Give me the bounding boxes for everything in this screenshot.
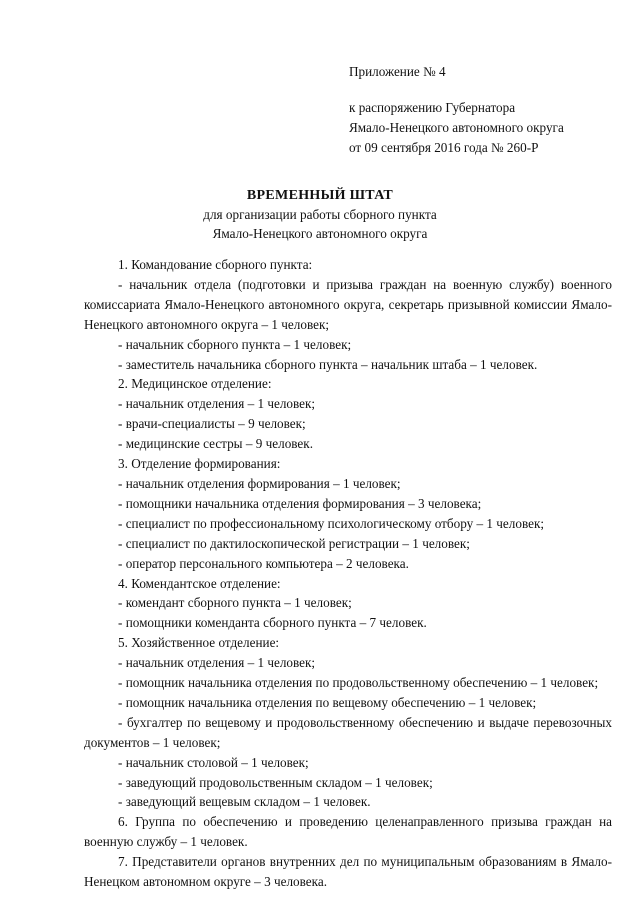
list-item: - бухгалтер по вещевому и продовольственному обеспечению и выдаче перевозочных документов – 1 человек; xyxy=(84,714,612,750)
list-item: - комендант сборного пункта – 1 человек; xyxy=(118,595,352,611)
document-title: ВРЕМЕННЫЙ ШТАТ xyxy=(246,188,394,203)
list-item: - помощники начальника отделения формирования – 3 человека; xyxy=(118,495,482,511)
document-subtitle: для организации работы сборного пункта xyxy=(203,207,437,222)
list-item: - медицинские сестры – 9 человек. xyxy=(118,436,313,452)
title-block xyxy=(0,186,640,243)
list-item: - помощник начальника отделения по вещевому обеспечению – 1 человек; xyxy=(118,694,537,710)
section-heading: 5. Хозяйственное отделение: xyxy=(118,635,280,651)
section-heading: 7. Представители органов внутренних дел по муниципальным образованиям в Ямало-Ненецком автономном округе – 3 человека. xyxy=(84,854,612,890)
list-item: - специалист по профессиональному психологическому отбору – 1 человек; xyxy=(118,515,545,531)
list-item: - начальник сборного пункта – 1 человек; xyxy=(118,336,352,352)
list-item: - помощник начальника отделения по продовольственному обеспечению – 1 человек; xyxy=(118,675,599,691)
section-heading: 1. Командование сборного пункта: xyxy=(118,257,313,272)
list-item: - врачи-специалисты – 9 человек; xyxy=(118,416,306,432)
list-item: - начальник отделения – 1 человек; xyxy=(118,396,316,412)
appendix-block xyxy=(349,62,564,158)
document-subtitle: Ямало-Ненецкого автономного округа xyxy=(212,226,428,241)
list-item: - заместитель начальника сборного пункта – начальник штаба – 1 человек. xyxy=(118,356,538,372)
list-item: - специалист по дактилоскопической регистрации – 1 человек; xyxy=(118,535,470,551)
appendix-line: к распоряжению Губернатора xyxy=(349,100,516,115)
list-item: - начальник отделения – 1 человек; xyxy=(118,655,316,671)
appendix-number: Приложение № 4 xyxy=(349,64,446,79)
list-item: - помощники коменданта сборного пункта – 7 человек. xyxy=(118,615,427,631)
section-heading: 3. Отделение формирования: xyxy=(118,456,281,472)
appendix-line: Ямало-Ненецкого автономного округа xyxy=(349,120,564,135)
document-body xyxy=(84,255,612,892)
list-item: - начальник отделения формирования – 1 человек; xyxy=(118,475,401,491)
appendix-line: от 09 сентября 2016 года № 260-Р xyxy=(349,140,539,155)
list-item: - заведующий продовольственным складом – 1 человек; xyxy=(118,774,433,790)
section-heading: 2. Медицинское отделение: xyxy=(118,376,272,392)
list-item: - начальник отдела (подготовки и призыва граждан на военную службу) военного комиссариата Ямало-Ненецкого автономного округа, секретарь призывной комиссии Ямало-Ненецкого автономного округа – 1 человек; xyxy=(84,276,612,332)
section-heading: 6. Группа по обеспечению и проведению целенаправленного призыва граждан на военную службу – 1 человек. xyxy=(84,814,612,850)
list-item: - заведующий вещевым складом – 1 человек. xyxy=(118,794,371,810)
list-item: - оператор персонального компьютера – 2 человека. xyxy=(118,555,409,571)
section-heading: 4. Комендантское отделение: xyxy=(118,575,281,591)
list-item: - начальник столовой – 1 человек; xyxy=(118,754,309,770)
